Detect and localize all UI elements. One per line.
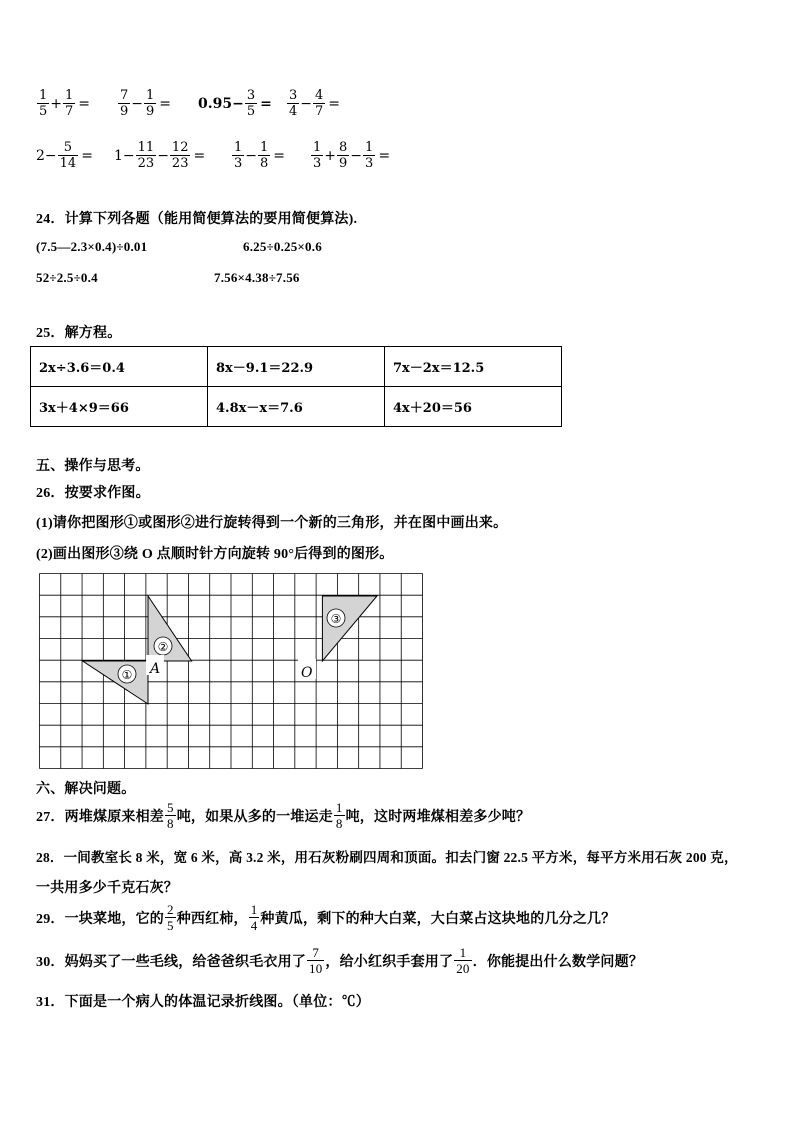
q24-item: 52÷2.5÷0.4 [36,270,98,285]
rotation-grid-figure [39,573,423,769]
shape-3-label: ③ [330,612,342,626]
shape-3-triangle [322,596,377,661]
point-o-label: O [301,665,313,681]
q24-item: 7.56×4.38÷7.56 [214,270,300,285]
fraction: 1 5 [39,88,48,119]
q24-title: 24．计算下列各题（能用简便算法的要用简便算法). [36,212,358,227]
q26-title: 26．按要求作图。 [36,486,150,501]
q25-title: 25．解方程。 [36,326,122,341]
q26-part1: (1)请你把图形①或图形②进行旋转得到一个新的三角形，并在图中画出来。 [36,516,508,531]
shape-1-label: ① [121,668,133,682]
equation-table [30,346,562,427]
q31: 31．下面是一个病人的体温记录折线图。（单位：℃） [36,995,370,1010]
equation-cell: 8x－9.1＝22.9 [208,347,385,387]
equation-cell: 4.8x－x＝7.6 [208,387,385,427]
table-row [31,387,562,427]
q29: 29．一块菜地，它的 2 5 种西红柿， 1 4 种黄瓜，剩下的种大白菜，大白菜占这块地的几分之几？ [36,902,616,933]
calc-row-2: 1 3 + $\frac{8}{9}$ − $\frac{1}{3}$ = [313,140,391,171]
calc-row-2: 1 3 − $\frac{1}{8}$ = [234,140,286,171]
q24-item: 6.25÷0.25×0.6 [243,239,322,254]
q28-line1: 28．一间教室长 8 米，宽 6 米，高 3.2 米，用石灰粉刷四周和顶面。扣去门窗 22.5 平方米，每平方米用石灰 200 克， [36,850,738,865]
q28-line2: 一共用多少千克石灰？ [36,881,178,896]
equation-cell: 4x＋20＝56 [385,387,562,427]
calc-row-1: 0.95− $\frac{3}{5}$ = [198,88,272,119]
calc-row-1: 7 9 − $\frac{1}{9}$ = [120,88,172,119]
q30: 30．妈妈买了一些毛线，给爸爸织毛衣用了 7 10 ，给小红织手套用了 1 20 ．你能提出什么数学问题？ [36,945,644,976]
equation-cell: 2x÷3.6＝0.4 [31,347,208,387]
section-heading: 六、解决问题。 [36,782,136,797]
shape-2-label: ② [157,640,169,654]
point-a-label: A [150,661,161,677]
table-row [31,347,562,387]
q24-item: (7.5—2.3×0.4)÷0.01 [36,239,148,254]
equation-cell: 3x＋4×9＝66 [31,387,208,427]
q26-part2: (2)画出图形③绕 O 点顺时针方向旋转 90°后得到的图形。 [36,547,394,562]
calc-row-2: 2− $\frac{5}{14}$ = [36,140,93,171]
fraction: $\frac{1}{7}$ [65,88,74,119]
equation-cell: 7x－2x＝12.5 [385,347,562,387]
calc-row-1: 1 5 + $\frac{1}{7}$ = [39,88,91,119]
shape-1-triangle [83,661,148,704]
calc-row-2: 1− $\frac{11}{23}$ − $\frac{12}{23}$ = [114,140,206,171]
calc-row-1: 3 4 − $\frac{4}{7}$ = [289,88,341,119]
section-heading: 五、操作与思考。 [36,459,150,474]
q27: 27．两堆煤原来相差 5 8 吨，如果从多的一堆运走 1 8 吨，这时两堆煤相差多少吨？ [36,800,531,831]
